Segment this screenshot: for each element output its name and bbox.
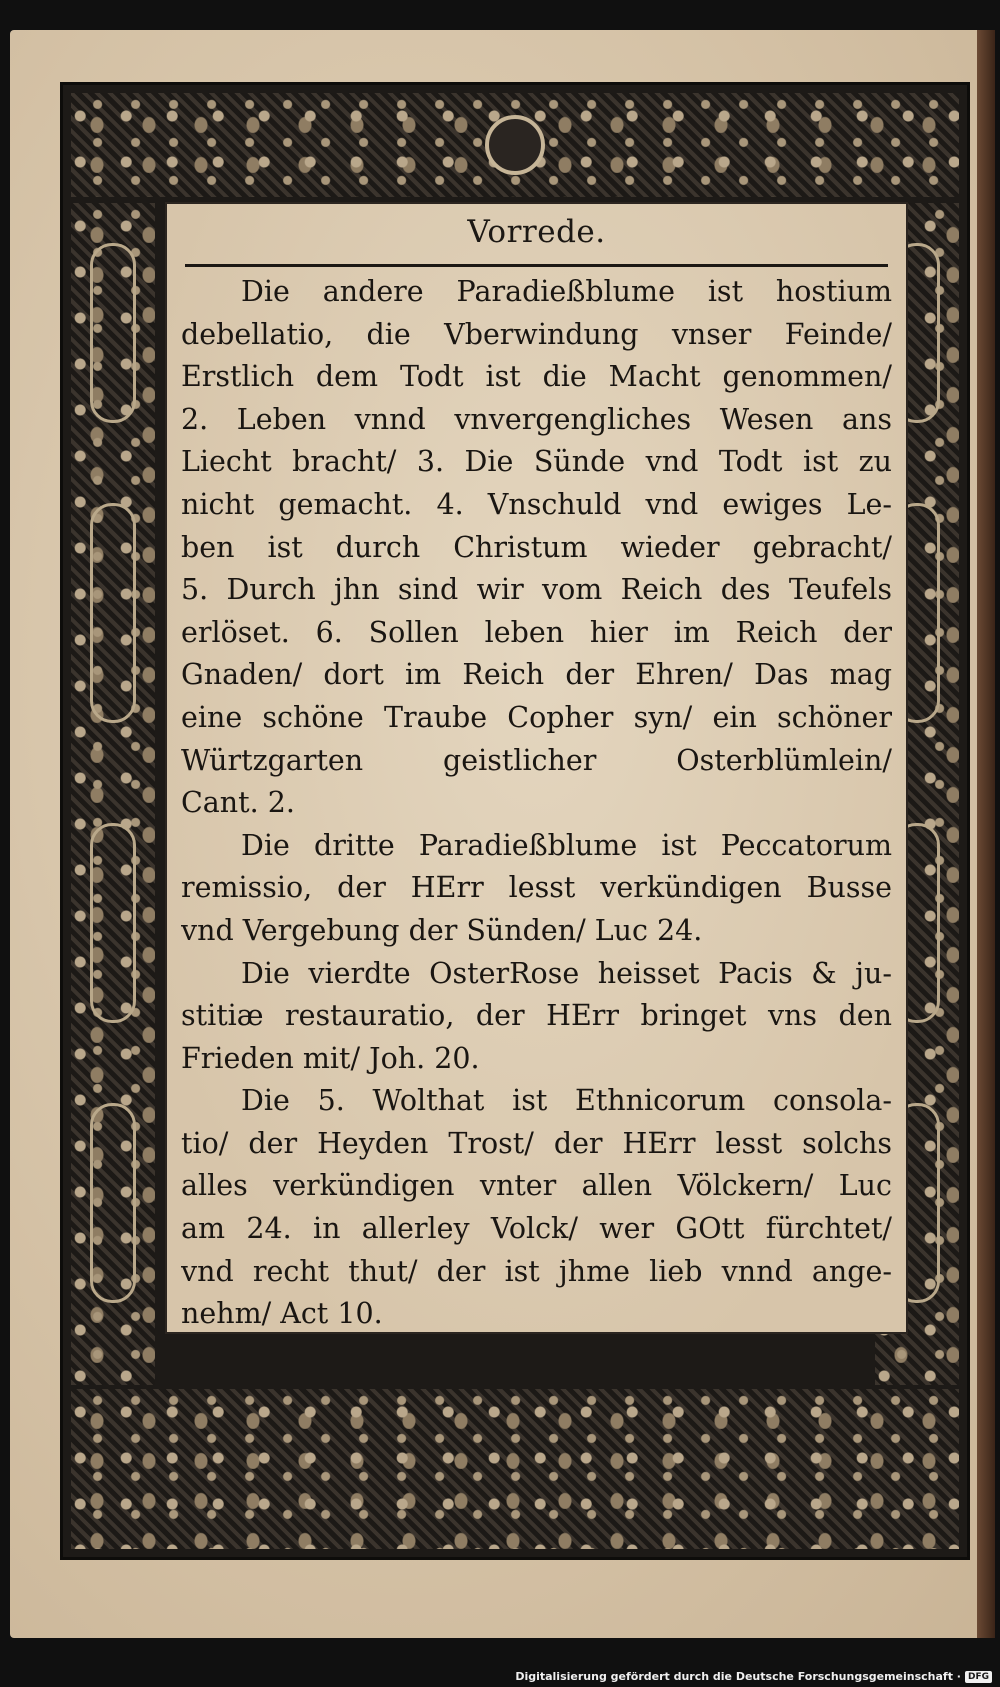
text-line: tio/ der Heyden Trost/ der HErr lesst solchs <box>181 1126 892 1160</box>
text-line: 5. Durch jhn sind wir vom Reich des Teufels <box>181 573 892 607</box>
text-line: Erstlich dem Todt ist die Macht genommen/ <box>181 360 892 394</box>
head-rule <box>185 264 888 267</box>
text-line: alles verkündigen vnter allen Völckern/ Luc <box>181 1169 892 1203</box>
credit-text: Digitalisierung gefördert durch die Deutsche Forschungsgemeinschaft · <box>515 1670 961 1683</box>
text-line: 2. Leben vnnd vnvergengliches Wesen ans <box>181 402 892 436</box>
column-ornament-icon <box>90 243 136 423</box>
woodcut-border-bottom-icon <box>71 1389 959 1549</box>
woodcut-border-top-icon <box>71 93 959 197</box>
text-line: Gnaden/ dort im Reich der Ehren/ Das mag <box>181 658 892 692</box>
medallion-ornament-icon <box>485 115 545 175</box>
text-line: Die andere Paradießblume ist hostium <box>241 275 892 308</box>
column-ornament-icon <box>90 503 136 723</box>
text-line: ben ist durch Christum wieder gebracht/ <box>181 530 892 564</box>
text-line: remissio, der HErr lesst verkündigen Busse <box>181 871 892 905</box>
text-line: eine schöne Traube Copher syn/ ein schöner <box>181 700 892 734</box>
running-head: Vorrede. <box>467 214 606 250</box>
text-line: stitiæ restauratio, der HErr bringet vns den <box>181 999 892 1033</box>
text-line: nicht gemacht. 4. Vnschuld vnd ewiges Le- <box>181 487 892 521</box>
woodcut-border-left-icon <box>71 203 155 1385</box>
text-line: Die vierdte OsterRose heisset Pacis & ju- <box>241 956 892 990</box>
text-line: Die dritte Paradießblume ist Peccatorum <box>241 828 892 862</box>
text-line: Frieden mit/ Joh. 20. <box>181 1041 480 1075</box>
book-page <box>10 30 995 1638</box>
text-panel <box>165 202 908 1334</box>
text-line: vnd Vergebung der Sünden/ Luc 24. <box>181 913 703 947</box>
column-ornament-icon <box>90 823 136 1023</box>
body-text <box>181 271 892 1336</box>
text-line: debellatio, die Vberwindung vnser Feinde/ <box>181 317 892 351</box>
text-line: Die 5. Wolthat ist Ethnicorum consola- <box>241 1084 892 1118</box>
text-line: nehm/ Act 10. <box>181 1297 383 1331</box>
text-line: Liecht bracht/ 3. Die Sünde vnd Todt ist zu <box>181 445 892 479</box>
text-line: erlöset. 6. Sollen leben hier im Reich der <box>181 615 892 649</box>
text-line: Cant. 2. <box>181 786 295 820</box>
text-line: Würtzgarten geistlicher Osterblümlein/ <box>181 743 892 777</box>
text-line: vnd recht thut/ der ist jhme lieb vnnd ange- <box>181 1254 892 1288</box>
dfg-logo-icon: DFG <box>965 1671 992 1683</box>
column-ornament-icon <box>90 1103 136 1303</box>
book-spine <box>977 30 995 1638</box>
digitization-credit <box>515 1670 992 1683</box>
text-line: am 24. in allerley Volck/ wer GOtt fürchtet/ <box>181 1212 892 1246</box>
